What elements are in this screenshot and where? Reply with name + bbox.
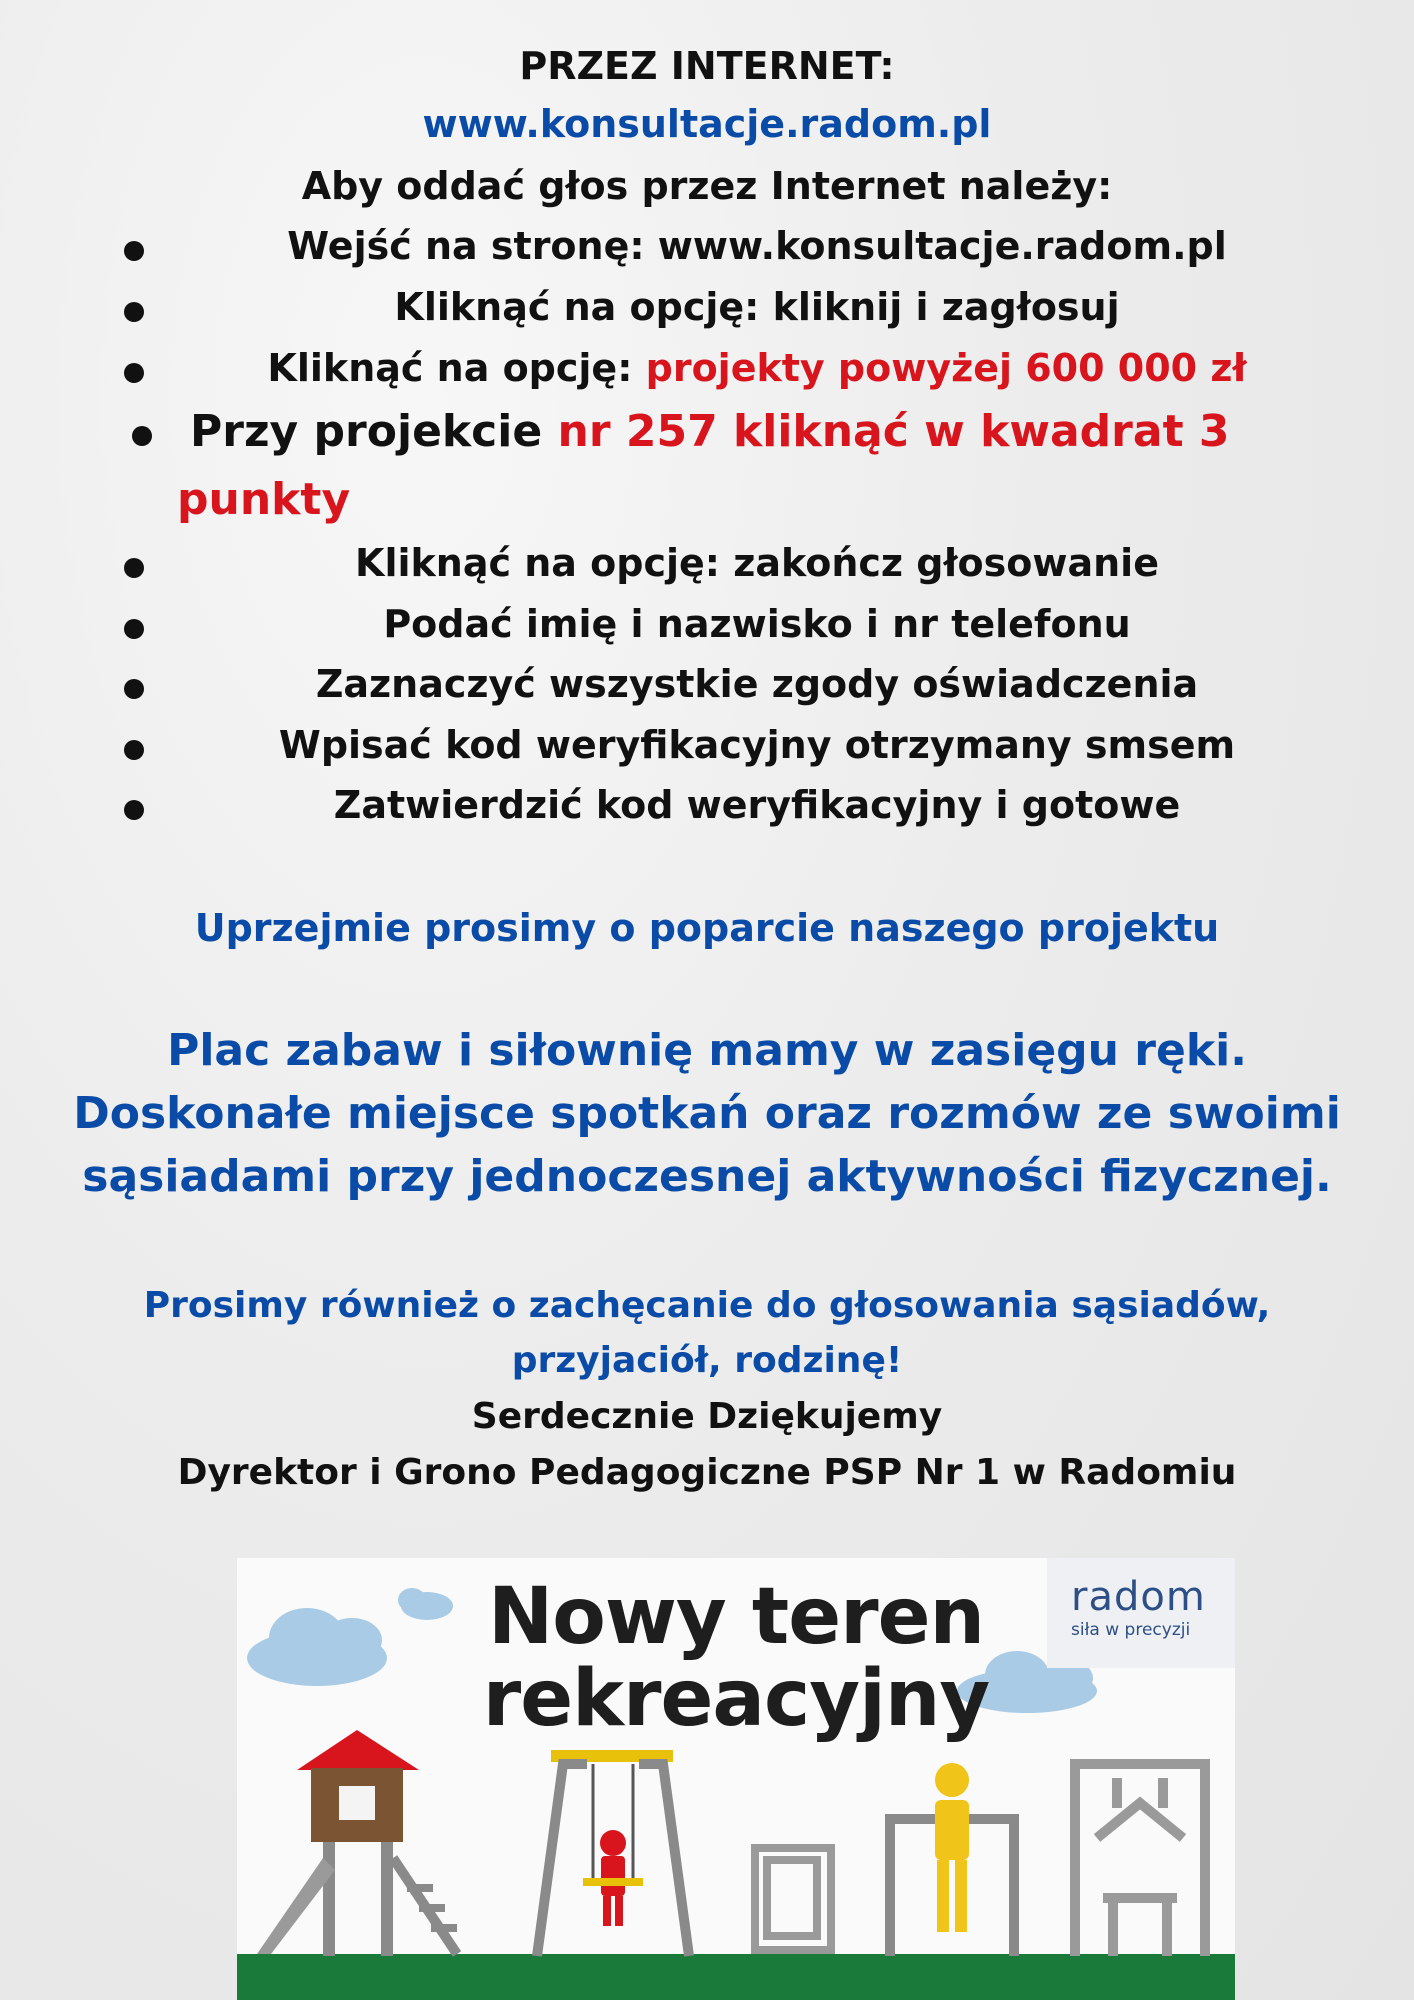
exercise-frame-icon — [755, 1848, 831, 1950]
step-highlight-continued: punkty — [177, 474, 351, 525]
step-text: Podać imię i nazwisko i nr telefonu — [383, 602, 1131, 646]
swing-icon — [537, 1750, 689, 1956]
appeal-text: Uprzejmie prosimy o poparcie naszego projektu — [194, 906, 1220, 950]
step-item — [0, 224, 1414, 268]
grass-strip — [237, 1954, 1235, 2000]
thanks-text: Serdecznie Dziękujemy — [471, 1396, 943, 1437]
description-line: Doskonałe miejsce spotkań oraz rozmów ze swoimi — [73, 1088, 1341, 1139]
signature-text: Dyrektor i Grono Pedagogiczne PSP Nr 1 w Radomiu — [177, 1452, 1237, 1493]
step-text: Kliknąć na opcję: zakończ głosowanie — [355, 541, 1159, 585]
description-line: Plac zabaw i siłownię mamy w zasięgu ręki. — [167, 1025, 1247, 1076]
bullet-icon — [132, 426, 152, 446]
pullup-bar-icon — [885, 1763, 1019, 1956]
step-text: Wejść na stronę: www.konsultacje.radom.pl — [287, 224, 1227, 268]
step-item — [0, 662, 1414, 706]
step-item-highlight — [190, 406, 1230, 457]
gym-station-icon — [1075, 1764, 1205, 1956]
step-highlight: projekty powyżej 600 000 zł — [645, 346, 1247, 390]
step-item — [0, 346, 1414, 390]
step-text: Kliknąć na opcję: — [267, 346, 646, 390]
playground-illustration — [237, 1558, 1235, 2000]
banner-title: Nowy teren — [487, 1572, 984, 1662]
step-text: Zatwierdzić kod weryfikacyjny i gotowe — [333, 783, 1181, 827]
radom-logo — [1047, 1558, 1235, 1668]
slide-tower-icon — [257, 1730, 457, 1956]
step-text: Przy projekcie — [190, 406, 558, 457]
description-line: sąsiadami przy jednoczesnej aktywności fizycznej. — [82, 1151, 1332, 1202]
step-highlight: nr 257 kliknąć w kwadrat 3 — [557, 406, 1230, 457]
step-item — [0, 541, 1414, 585]
logo-wordmark: radom — [1071, 1574, 1206, 1620]
encourage-line: Prosimy również o zachęcanie do głosowania sąsiadów, — [143, 1285, 1271, 1326]
website-url[interactable]: www.konsultacje.radom.pl — [422, 102, 992, 146]
instructions-intro: Aby oddać głos przez Internet należy: — [301, 164, 1113, 208]
section-title: PRZEZ INTERNET: — [519, 44, 895, 88]
banner-title: rekreacyjny — [482, 1654, 990, 1744]
step-item — [0, 285, 1414, 329]
encourage-line: przyjaciół, rodzinę! — [511, 1340, 903, 1381]
logo-tagline: siła w precyzji — [1071, 1620, 1191, 1640]
step-text: Wpisać kod weryfikacyjny otrzymany smsem — [278, 723, 1236, 767]
step-text: Zaznaczyć wszystkie zgody oświadczenia — [315, 662, 1199, 706]
step-item — [0, 602, 1414, 646]
step-item — [0, 783, 1414, 827]
step-item — [0, 723, 1414, 767]
step-text: Kliknąć na opcję: kliknij i zagłosuj — [394, 285, 1120, 329]
